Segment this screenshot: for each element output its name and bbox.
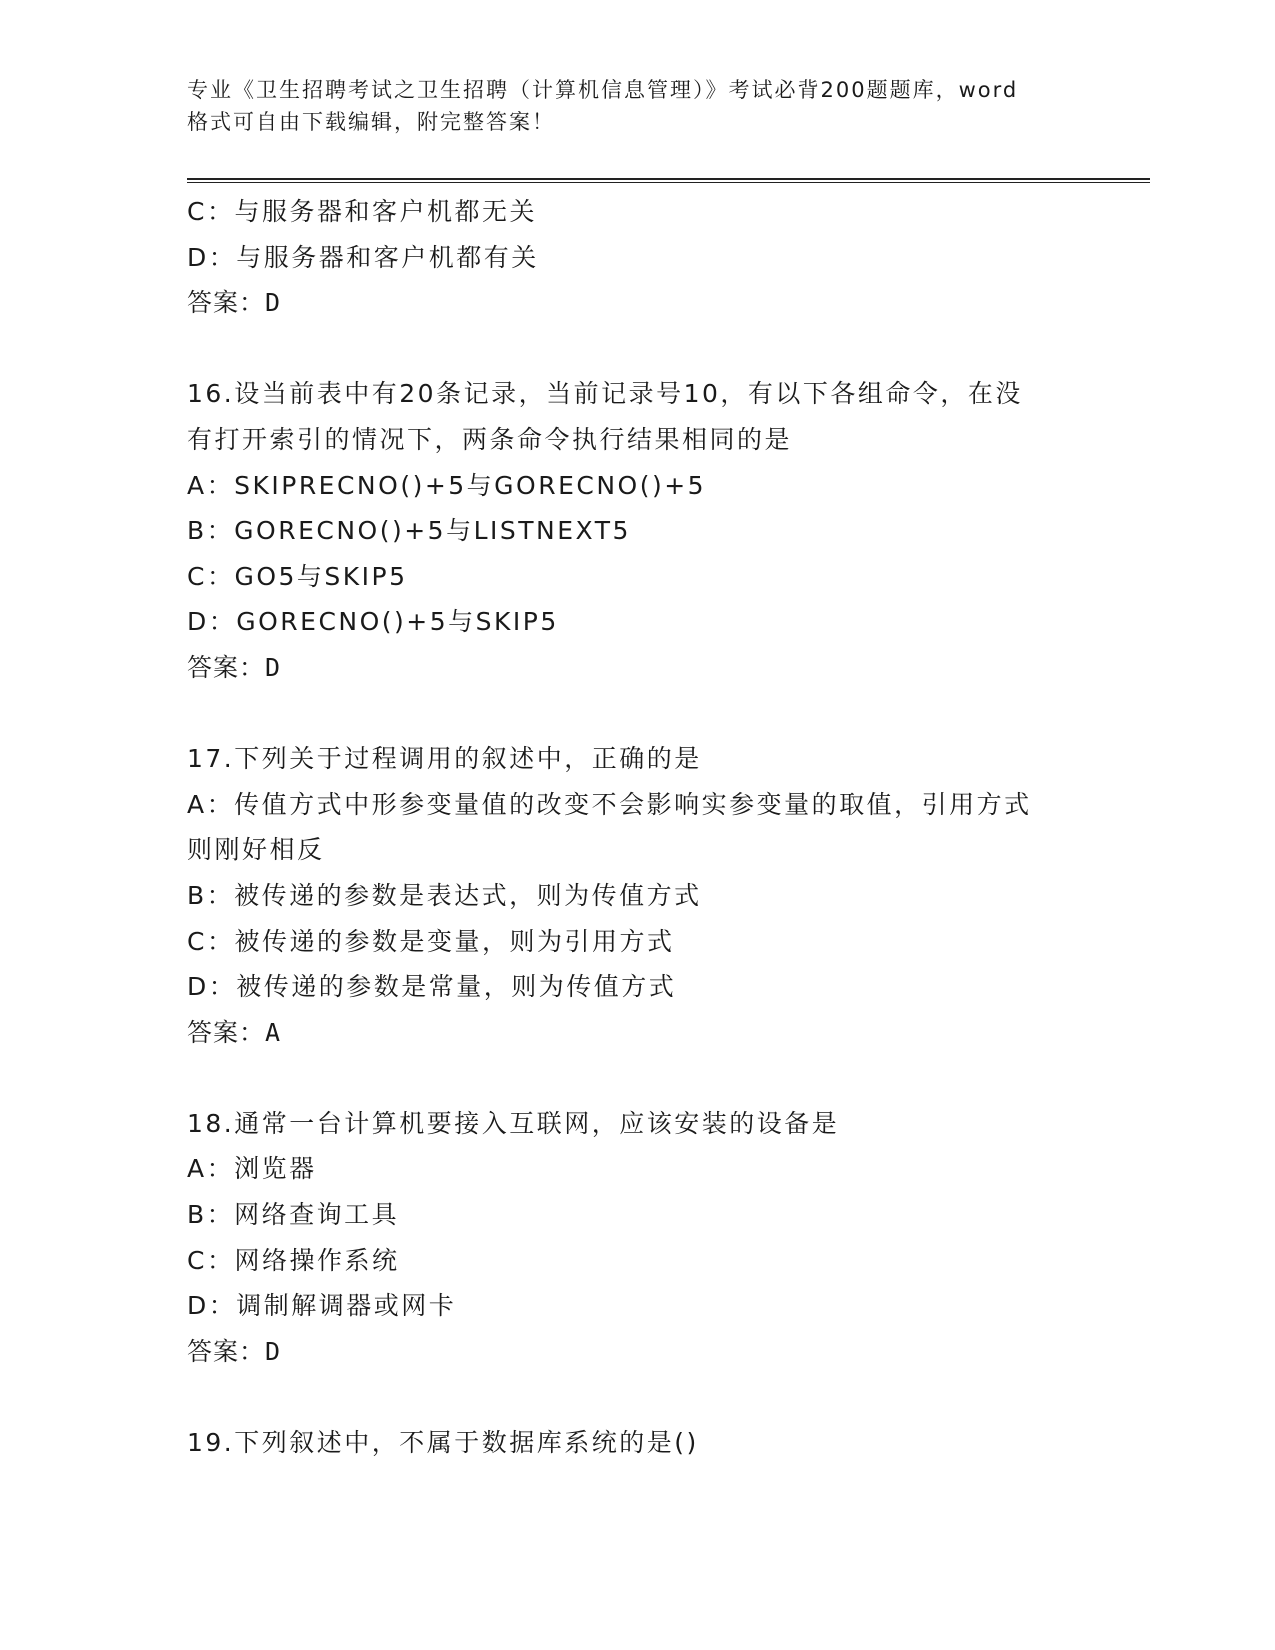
option-c: C：GO5与SKIP5 — [187, 561, 408, 591]
answer: 答案：D — [187, 288, 282, 318]
question-stem: 16.设当前表中有20条记录，当前记录号10，有以下各组命令，在没 — [187, 379, 1023, 409]
question-list — [187, 189, 1087, 1466]
option-c: C：被传递的参数是变量，则为引用方式 — [187, 926, 675, 956]
option-a-continued: 则刚好相反 — [187, 835, 325, 865]
question-19 — [187, 1420, 1087, 1466]
answer: 答案：D — [187, 1336, 282, 1366]
question-17 — [187, 736, 1087, 1055]
question-stem: 18.通常一台计算机要接入互联网，应该安装的设备是 — [187, 1108, 840, 1138]
question-stem: 17.下列关于过程调用的叙述中，正确的是 — [187, 744, 702, 774]
option-c: C：网络操作系统 — [187, 1245, 400, 1275]
header-title-line-2: 格式可自由下载编辑，附完整答案！ — [187, 110, 555, 134]
answer: 答案：D — [187, 652, 282, 682]
spacer — [187, 1374, 1087, 1420]
header-title-line-1: 专业《卫生招聘考试之卫生招聘（计算机信息管理）》考试必背200题题库，word — [187, 78, 1019, 102]
answer: 答案：A — [187, 1017, 282, 1047]
question-stem: 19.下列叙述中，不属于数据库系统的是() — [187, 1428, 699, 1458]
question-16 — [187, 371, 1087, 690]
question-18 — [187, 1101, 1087, 1375]
document-header — [187, 74, 1087, 138]
option-b: B：被传递的参数是表达式，则为传值方式 — [187, 880, 702, 910]
question-stem-continued: 有打开索引的情况下，两条命令执行结果相同的是 — [187, 424, 793, 454]
option-a: A：浏览器 — [187, 1154, 317, 1184]
option-c: C：与服务器和客户机都无关 — [187, 197, 537, 226]
option-b: B：网络查询工具 — [187, 1200, 400, 1230]
option-a: A：SKIPRECNO()+5与GORECNO()+5 — [187, 470, 707, 500]
header-divider-thin — [187, 182, 1150, 183]
option-d: D：被传递的参数是常量，则为传值方式 — [187, 972, 677, 1002]
spacer — [187, 691, 1087, 737]
spacer — [187, 326, 1087, 372]
option-b: B：GORECNO()+5与LISTNEXT5 — [187, 516, 631, 546]
option-d: D：GORECNO()+5与SKIP5 — [187, 607, 559, 637]
header-divider-thick — [187, 178, 1150, 180]
option-a: A：传值方式中形参变量值的改变不会影响实参变量的取值，引用方式 — [187, 789, 1032, 819]
option-d: D：与服务器和客户机都有关 — [187, 242, 539, 272]
option-d: D：调制解调器或网卡 — [187, 1291, 457, 1321]
spacer — [187, 1055, 1087, 1101]
question-15-tail — [187, 189, 1087, 326]
